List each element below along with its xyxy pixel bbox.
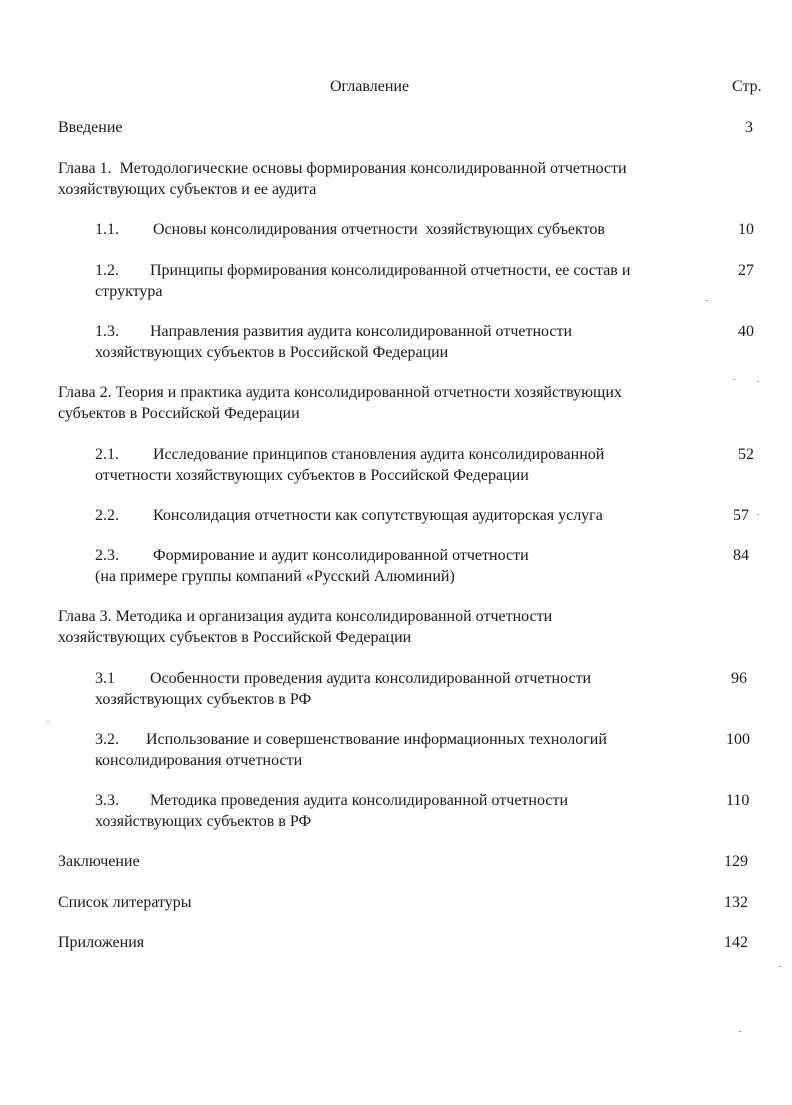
toc-entry-conclusion-page: 129 [724, 853, 748, 870]
section-2-2-title: Консолидация отчетности как сопутствующая аудиторская услуга [153, 507, 603, 524]
section-1-2-title-line2: структура [95, 283, 163, 300]
chapter-1-title-line2: хозяйствующих субъектов и ее аудита [58, 181, 317, 198]
section-1-3-title-line2: хозяйствующих субъектов в Российской Федерации [95, 344, 449, 361]
section-2-3-title-line1: Формирование и аудит консолидированной отчетности [153, 547, 529, 564]
toc-entry-references-label: Список литературы [58, 894, 192, 911]
chapter-3-title-line2: хозяйствующих субъектов в Российской Федерации [58, 629, 412, 646]
section-2-1-title-line1: Исследование принципов становления аудита консолидированной [153, 446, 605, 463]
section-3-2-number: 3.2. [95, 731, 119, 748]
section-2-1-number: 2.1. [95, 446, 119, 463]
scan-speck [47, 721, 49, 722]
section-3-3-title-line1: Методика проведения аудита консолидированной отчетности [150, 792, 569, 809]
toc-entry-intro-label: Введение [58, 119, 123, 136]
section-1-3-title-line1: Направления развития аудита консолидированной отчетности [150, 323, 573, 340]
section-3-2-title-line2: консолидирования отчетности [95, 752, 303, 769]
section-1-1-page: 10 [738, 221, 754, 238]
toc-entry-intro-page: 3 [745, 119, 753, 136]
scan-speck [757, 514, 759, 515]
section-2-3-title-line2: (на примере группы компаний «Русский Алюминий) [95, 568, 455, 585]
page-column-label: Стр. [732, 78, 762, 95]
scan-speck [739, 1031, 741, 1032]
section-3-2-title-line1: Использование и совершенствование информационных технологий [146, 731, 607, 748]
section-2-2-page: 57 [733, 507, 749, 524]
chapter-1-title-line1: Глава 1. Методологические основы формирования консолидированной отчетности [58, 160, 627, 177]
section-2-1-title-line2: отчетности хозяйствующих субъектов в Российской Федерации [95, 467, 529, 484]
scan-speck [733, 379, 735, 380]
section-1-2-title-line1: Принципы формирования консолидированной отчетности, ее состав и [150, 262, 631, 279]
section-1-3-number: 1.3. [95, 323, 119, 340]
toc-entry-references-page: 132 [724, 894, 748, 911]
toc-entry-appendices-label: Приложения [58, 934, 145, 951]
section-3-3-number: 3.3. [95, 792, 119, 809]
section-1-1-number: 1.1. [95, 221, 119, 238]
section-1-2-page: 27 [738, 262, 754, 279]
chapter-2-title-line2: субъектов в Российской Федерации [58, 405, 300, 422]
toc-entry-conclusion-label: Заключение [58, 853, 140, 870]
section-3-1-title-line2: хозяйствующих субъектов в РФ [95, 691, 312, 708]
section-1-3-page: 40 [738, 323, 754, 340]
section-3-3-page: 110 [726, 792, 750, 809]
section-3-1-page: 96 [731, 670, 747, 687]
section-1-1-title: Основы консолидирования отчетности хозяйствующих субъектов [153, 221, 605, 238]
section-2-2-number: 2.2. [95, 507, 119, 524]
chapter-2-title-line1: Глава 2. Теория и практика аудита консолидированной отчетности хозяйствующих [58, 384, 622, 401]
section-3-1-number: 3.1 [95, 670, 115, 687]
section-2-3-number: 2.3. [95, 547, 119, 564]
section-3-1-title-line1: Особенности проведения аудита консолидированной отчетности [150, 670, 592, 687]
chapter-3-title-line1: Глава 3. Методика и организация аудита консолидированной отчетности [58, 608, 553, 625]
scan-speck [757, 381, 759, 382]
section-2-1-page: 52 [738, 446, 754, 463]
toc-title: Оглавление [330, 78, 410, 95]
toc-entry-appendices-page: 142 [724, 934, 748, 951]
scan-speck [779, 966, 781, 967]
section-3-2-page: 100 [726, 731, 750, 748]
section-1-2-number: 1.2. [95, 262, 119, 279]
section-3-3-title-line2: хозяйствующих субъектов в РФ [95, 813, 312, 830]
section-2-3-page: 84 [733, 547, 749, 564]
scan-speck [706, 300, 708, 301]
